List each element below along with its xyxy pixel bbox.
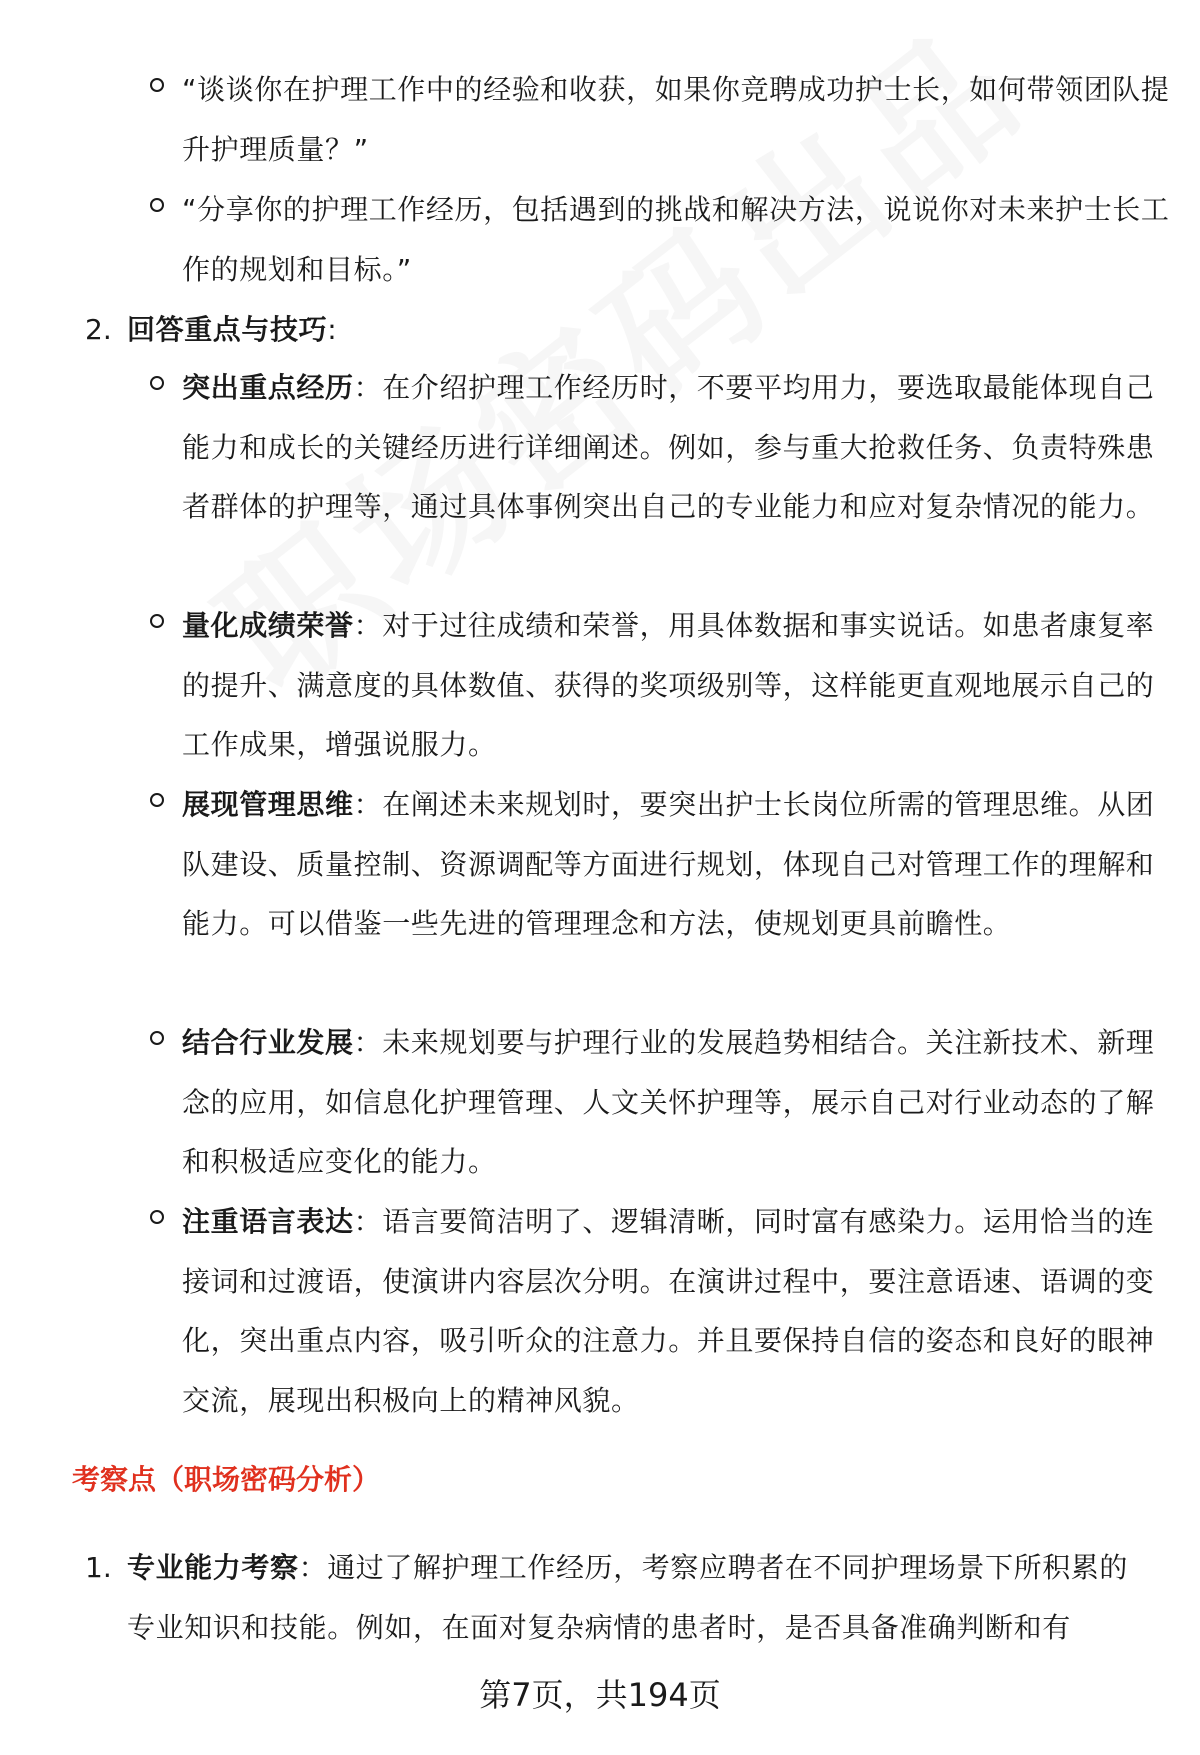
bullet-title: 量化成绩荣誉 [182,609,354,642]
bullet-body: ：语言要简洁明了、逻辑清晰，同时富有感染力。运用恰当的连接词和过渡语，使演讲内容层次分明。在演讲过程中，要注意语速、语调的变化，突出重点内容，吸引听众的注意力。并且要保持自信的姿态和良好的眼神交流，展现出积极向上的精神风貌。 [182,1205,1155,1417]
bullet-body: ：未来规划要与护理行业的发展趋势相结合。关注新技术、新理念的应用，如信息化护理管理、人文关怀护理等，展示自己对行业动态的了解和积极适应变化的能力。 [182,1026,1155,1178]
bullet-body: ：在介绍护理工作经历时，不要平均用力，要选取最能体现自己能力和成长的关键经历进行详细阐述。例如，参与重大抢救任务、负责特殊患者群体的护理等，通过具体事例突出自己的专业能力和应对复杂情况的能力。 [182,371,1155,523]
bullet-text [182,1013,1182,1192]
item-label: 专业能力考察 [127,1551,299,1584]
circle-bullet-icon [150,78,164,92]
item-heading [127,300,1147,360]
item-text [127,1538,1147,1657]
item-label: 回答重点与技巧 [127,313,328,346]
section-title: 考察点（职场密码分析） [72,1463,381,1496]
circle-bullet-icon [150,614,164,628]
item-number: 1. [85,1551,112,1584]
item-number: 2. [85,313,112,346]
item-body: ：通过了解护理工作经历，考察应聘者在不同护理场景下所积累的专业知识和技能。例如，在面对复杂病情的患者时，是否具备准确判断和有 [127,1551,1129,1644]
page-number: 第7页，共194页 [479,1676,721,1714]
bullet-text [182,1192,1182,1430]
circle-bullet-icon [150,1210,164,1224]
item-suffix: : [327,313,338,346]
bullet-text: “分享你的护理工作经历，包括遇到的挑战和解决方法，说说你对未来护士长工作的规划和目标。” [182,193,1170,286]
bullet-text [182,775,1182,954]
bullet-title: 突出重点经历 [182,371,354,404]
bullet-title: 结合行业发展 [182,1026,354,1059]
circle-bullet-icon [150,376,164,390]
circle-bullet-icon [150,198,164,212]
bullet-body: ：对于过往成绩和荣誉，用具体数据和事实说话。如患者康复率的提升、满意度的具体数值、获得的奖项级别等，这样能更直观地展示自己的工作成果，增强说服力。 [182,609,1155,761]
circle-bullet-icon [150,1031,164,1045]
bullet-title: 展现管理思维 [182,788,354,821]
circle-bullet-icon [150,793,164,807]
bullet-title: 注重语言表达 [182,1205,354,1238]
bullet-text: “谈谈你在护理工作中的经验和收获，如果你竞聘成功护士长，如何带领团队提升护理质量？” [182,73,1170,166]
bullet-text [182,596,1182,775]
bullet-text [182,358,1182,537]
bullet-body: ：在阐述未来规划时，要突出护士长岗位所需的管理思维。从团队建设、质量控制、资源调配等方面进行规划，体现自己对管理工作的理解和能力。可以借鉴一些先进的管理理念和方法，使规划更具前瞻性。 [182,788,1155,940]
